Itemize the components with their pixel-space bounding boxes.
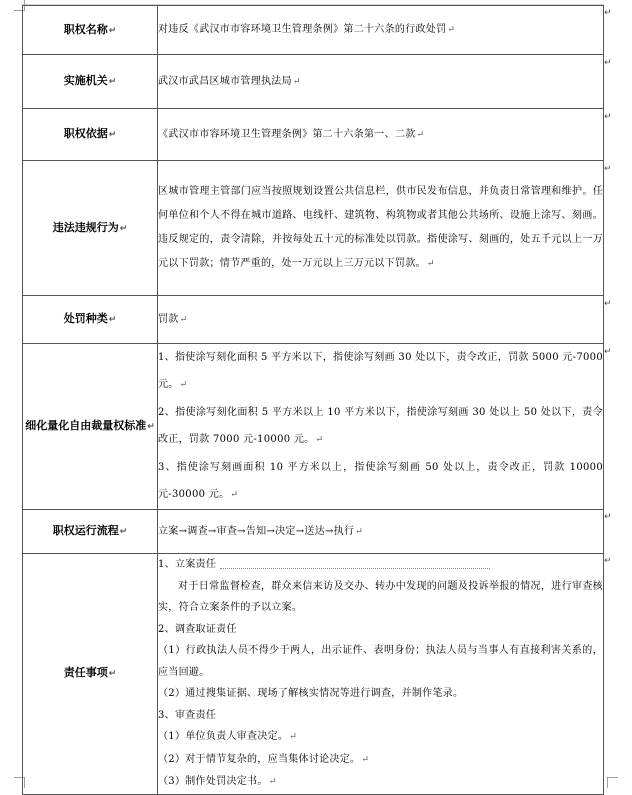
row-label (23, 109, 158, 161)
row-end-mark-icon: ↵ (604, 347, 612, 357)
row-label (23, 296, 158, 344)
paragraph-mark-icon: ↵ (108, 315, 117, 325)
list-item-text: 3、指使涂写刻画面积 10 平方米以上，指使涂写刻画 50 处以上，责令改正，罚款 10000 元-30000 元。 (158, 462, 603, 500)
paragraph-mark-icon: ↵ (355, 526, 364, 537)
row-label-text: 职权依据 (63, 127, 108, 140)
row-label-text: 职权名称 (63, 22, 108, 36)
row-end-mark-icon: ↵ (604, 164, 612, 174)
list-item-text: （1）单位负责人审查决定。 (158, 731, 289, 742)
row-label (23, 554, 158, 795)
row-content-text: 《武汉市市容环境卫生管理条例》第二十六条第一、二款 (158, 128, 416, 140)
paragraph-mark-icon: ↵ (108, 130, 117, 140)
paragraph-mark-icon: ↵ (315, 435, 324, 445)
paragraph-mark-icon: ↵ (416, 129, 425, 140)
row-end-mark-icon: ↵ (604, 512, 612, 522)
row-content (158, 55, 604, 109)
row-content (158, 344, 604, 510)
row-end-mark-icon: ↵ (604, 556, 612, 566)
list-item (158, 344, 603, 399)
row-label-text: 违法违规行为 (52, 220, 119, 234)
list-item (158, 726, 603, 749)
paragraph-mark-icon: ↵ (119, 223, 128, 234)
row-label-text: 细化量化自由裁量权标准 (25, 419, 147, 432)
paragraph-mark-icon: ↵ (289, 732, 298, 742)
list-item-text: 3、审查责任 (158, 709, 217, 721)
row-label-text: 职权运行流程 (52, 524, 119, 537)
table-row (23, 510, 604, 554)
row-label (23, 161, 158, 296)
table-row (23, 296, 604, 344)
dotted-leader (220, 560, 490, 569)
list-item-text: （3）制作处罚决定书。 (158, 776, 268, 787)
row-end-mark-icon: ↵ (604, 112, 612, 122)
row-content-text: 对违反《武汉市市容环境卫生管理条例》第二十六条的行政处罚 (158, 24, 447, 35)
list-item-text: （2）对于情节复杂的，应当集体讨论决定。 (158, 753, 361, 765)
list-item-text: （2）通过搜集证据、现场了解核实情况等进行调查，并制作笔录。 (158, 688, 464, 699)
paragraph-mark-icon: ↵ (230, 490, 239, 500)
list-item (158, 619, 603, 641)
row-content (158, 161, 604, 296)
paragraph-mark-icon: ↵ (108, 77, 117, 87)
list-item (158, 576, 603, 619)
paragraph-mark-icon: ↵ (447, 25, 456, 35)
paragraph-mark-icon: ↵ (268, 777, 277, 787)
list-item-text: 1、立案责任 (158, 559, 217, 570)
row-content-text: 武汉市武昌区城市管理执法局 (158, 75, 292, 87)
list-item-text: （1）行政执法人员不得少于两人，出示证件、表明身份；执法人员与当事人有直接利害关系的，应当回避。 (158, 645, 603, 678)
row-label (23, 344, 158, 510)
table-row (23, 554, 604, 795)
list-item (158, 683, 603, 705)
row-label-text: 处罚种类 (63, 312, 108, 325)
list-item (158, 454, 603, 509)
row-end-mark-icon: ↵ (604, 299, 612, 309)
paragraph-mark-icon: ↵ (361, 754, 370, 765)
list-item (158, 399, 603, 454)
row-content (158, 6, 604, 55)
row-label-text: 责任事项 (63, 666, 108, 680)
table-row (23, 6, 604, 55)
paragraph-mark-icon: ↵ (426, 259, 435, 269)
paragraph-mark-icon: ↵ (147, 422, 155, 432)
list-item (158, 749, 603, 772)
list-item (158, 705, 603, 727)
row-content (158, 296, 604, 344)
row-label-text: 实施机关 (63, 74, 108, 87)
row-label (23, 55, 158, 109)
row-label (23, 6, 158, 55)
paragraph-mark-icon: ↵ (179, 380, 188, 390)
paragraph-mark-icon: ↵ (292, 76, 301, 87)
table-row (23, 109, 604, 161)
row-end-mark-icon: ↵ (604, 8, 612, 18)
row-label (23, 510, 158, 554)
row-end-mark-icon: ↵ (604, 58, 612, 68)
row-content-text: 罚款 (158, 313, 179, 325)
row-content-text: 区城市管理主管部门应当按照规划设置公共信息栏，供市民发布信息，并负责日常管理和维护。任何单位和个人不得在城市道路、电线杆、建筑物、构筑物或者其他公共场所、设施上涂写、刻画。违反规定的，责令清除，并按每处五十元的标准处以罚款。指使涂写、刻画的，处五千元以上一万元以下罚款；情节严重的，处一万元以上三万元以下罚款。 (158, 186, 603, 269)
row-content (158, 510, 604, 554)
list-item-text: 1、指使涂写刻化面积 5 平方米以下，指使涂写刻画 30 处以下，责令改正，罚款 5000 元-7000 元。 (158, 352, 603, 390)
list-item (158, 771, 603, 794)
table-row (23, 344, 604, 510)
power-list-table (22, 5, 604, 795)
list-item-text: 2、指使涂写刻化面积 5 平方米以上 10 平方米以下，指使涂写刻画 30 处以上 50 处以下，责令改正，罚款 7000 元-10000 元。 (158, 407, 603, 445)
paragraph-mark-icon: ↵ (108, 669, 117, 680)
row-content-text: 立案→调查→审查→告知→决定→送达→执行 (158, 525, 355, 537)
paragraph-mark-icon: ↵ (119, 527, 128, 537)
row-content (158, 109, 604, 161)
row-content (158, 554, 604, 795)
list-item-text: 2、调查取证责任 (158, 623, 237, 635)
table-row (23, 55, 604, 109)
paragraph-mark-icon: ↵ (179, 314, 188, 325)
list-item (158, 640, 603, 683)
list-item (158, 554, 603, 576)
paragraph-mark-icon: ↵ (108, 25, 117, 36)
list-item-text: 对于日常监督检查，群众来信来访及交办、转办中发现的问题及投诉举报的情况，进行审查核实，符合立案条件的予以立案。 (158, 580, 603, 613)
table-row (23, 161, 604, 296)
crop-mark-bottom-right (607, 777, 618, 788)
